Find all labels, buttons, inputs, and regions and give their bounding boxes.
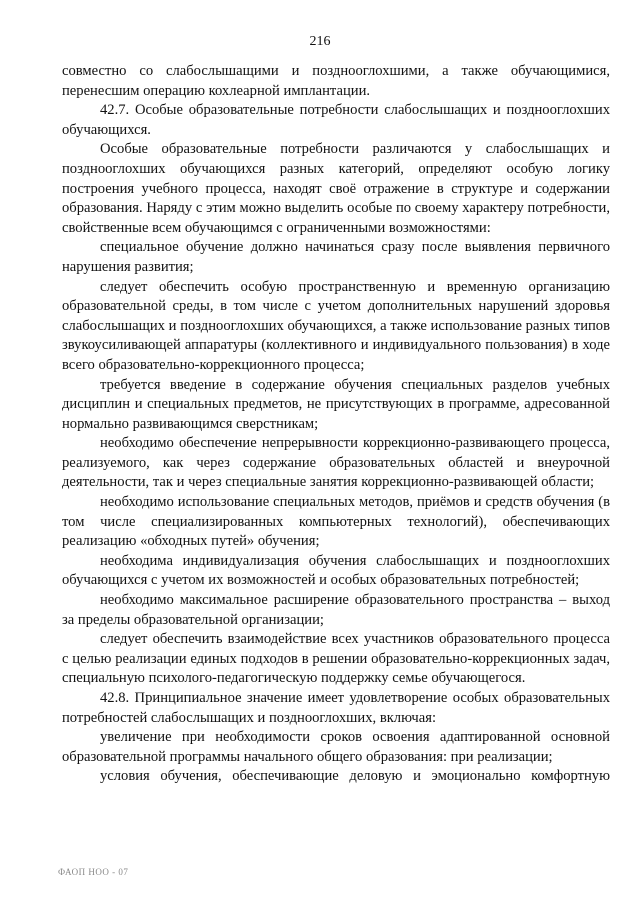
list-item: условия обучения, обеспечивающие деловую и эмоционально комфортную	[100, 768, 610, 785]
list-item: увеличение при необходимости сроков освоения адаптированной основной образовательной программы начального общего образования: при реализации;	[62, 729, 610, 765]
paragraph: Особые образовательные потребности различаются у слабослышащих и позднооглохших обучающихся разных категорий, определяют особую логику построения учебного процесса, находят своё отражение в структуре и содержании образования. Наряду с этим можно выделить особые по своему характеру потребности, свойственные всем обучающимся с ограниченными возможностями:	[62, 141, 610, 236]
list-item: необходимо максимальное расширение образовательного пространства – выход за пределы образовательной организации;	[62, 592, 610, 628]
page-number: 216	[309, 34, 331, 49]
list-item: специальное обучение должно начинаться сразу после выявления первичного нарушения развития;	[62, 239, 610, 275]
list-item: требуется введение в содержание обучения специальных разделов учебных дисциплин и специальных предметов, не присутствующих в программе, адресованной нормально развивающимся сверстникам;	[62, 376, 610, 432]
list-item: необходима индивидуализация обучения слабослышащих и позднооглохших обучающихся с учетом их возможностей и особых образовательных потребностей;	[62, 552, 610, 589]
list-item: следует обеспечить взаимодействие всех участников образовательного процесса с целью реализации единых подходов в решении образовательно-коррекционных задач, специальную психолого-педагогическую поддержку семье обучающегося.	[62, 631, 610, 687]
list-item: следует обеспечить особую пространственную и временную организацию образовательной среды, в том числе с учетом дополнительных нарушений здоровья слабослышащих и позднооглохших обучающихся, а также использование разных типов звукоусиливающей аппаратуры (коллективного и индивидуального пользования) в ходе всего образовательно-коррекционного процесса;	[62, 278, 610, 373]
footer-mark: ФАОП НОО - 07	[58, 867, 129, 877]
section-heading-42-7: 42.7. Особые образовательные потребности слабослышащих и позднооглохших обучающихся.	[62, 102, 610, 138]
list-item: необходимо обеспечение непрерывности коррекционно-развивающего процесса, реализуемого, как через содержание образовательных областей и внеурочной деятельности, так и через специальные занятия коррекционно-развивающей области;	[62, 435, 610, 491]
list-item: необходимо использование специальных методов, приёмов и средств обучения (в том числе специализированных компьютерных технологий), обеспечивающих реализацию «обходных путей» обучения;	[62, 494, 610, 550]
paragraph-continuation: совместно со слабослышащими и позднооглохшими, а также обучающимися, перенесшим операцию кохлеарной имплантации.	[62, 63, 610, 99]
section-heading-42-8: 42.8. Принципиальное значение имеет удовлетворение особых образовательных потребностей слабослышащих и позднооглохших, включая:	[62, 690, 610, 726]
document-body	[62, 62, 610, 787]
